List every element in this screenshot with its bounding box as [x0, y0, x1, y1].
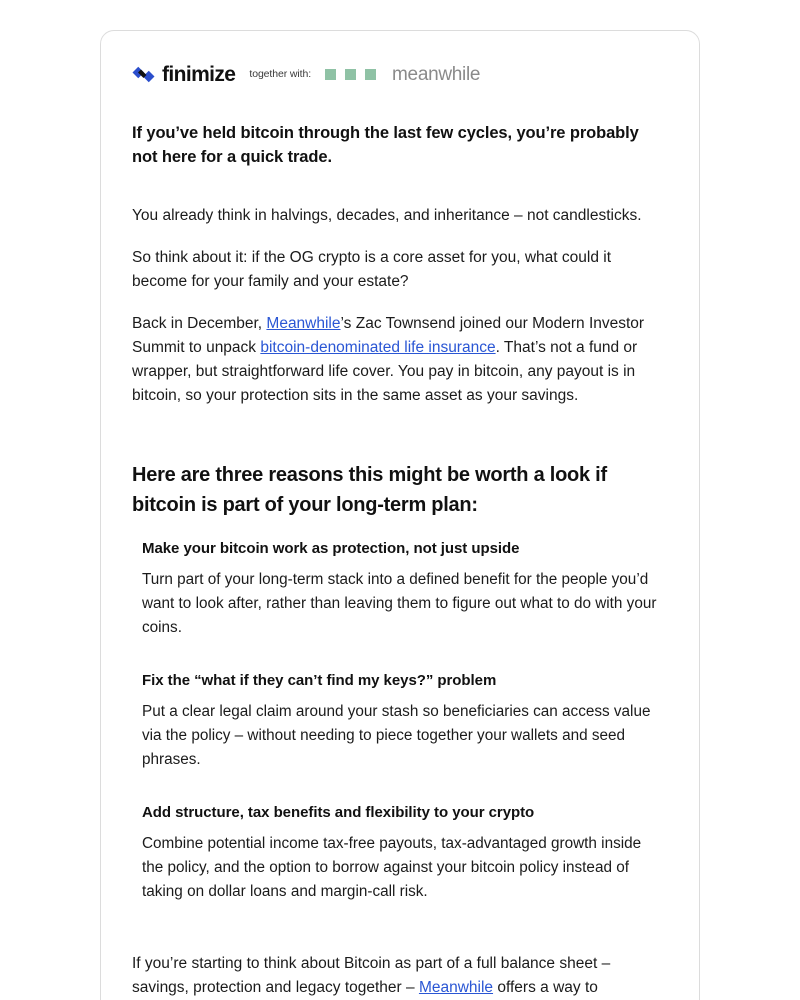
cobrand-header: [132, 59, 668, 89]
meanwhile-logo[interactable]: [325, 65, 480, 84]
together-with-label: together with:: [249, 68, 312, 80]
green-square-2: [345, 69, 356, 80]
meanwhile-link-1[interactable]: Meanwhile: [266, 314, 341, 332]
reason-title: Fix the “what if they can’t find my keys?” problem: [142, 671, 497, 689]
closing-text-1: If you’re starting to think about Bitcoin as part of a full balance sheet – savings, protection and legacy together –: [132, 954, 611, 996]
paragraph-1: You already think in halvings, decades, and inheritance – not candlesticks.: [132, 206, 642, 224]
paragraph-3: [132, 312, 668, 408]
reason-body: Turn part of your long-term stack into a defined benefit for the people you’d want to look after, rather than leaving them to figure out what to do with your coins.: [142, 570, 657, 636]
newsletter-card: [100, 30, 700, 1000]
reason-body: Put a clear legal claim around your stash so beneficiaries can access value via the policy – without needing to piece together your wallets and seed phrases.: [142, 702, 651, 768]
reason-title: Add structure, tax benefits and flexibility to your crypto: [142, 803, 535, 821]
finimize-logo[interactable]: [132, 64, 235, 85]
paragraph-3-text-1: Back in December,: [132, 314, 267, 332]
paragraph-2: So think about it: if the OG crypto is a core asset for you, what could it become for your family and your estate?: [132, 248, 612, 290]
list-item: [132, 670, 668, 772]
reason-body: Combine potential income tax-free payouts, tax-advantaged growth inside the policy, and the option to borrow against your bitcoin policy instead of taking on dollar loans and margin-call risk.: [142, 834, 642, 900]
reason-title: Make your bitcoin work as protection, not just upside: [142, 539, 520, 557]
paragraph-3-text-3: . That’s not a fund or wrapper, but straightforward life cover. You pay in bitcoin, any payout is in bitcoin, so your protection sits in the same asset as your savings.: [132, 338, 638, 404]
closing-text-2: offers a way to: [493, 978, 598, 996]
meanwhile-wordmark: meanwhile: [392, 63, 481, 85]
bitcoin-life-insurance-link[interactable]: bitcoin-denominated life insurance: [260, 338, 496, 356]
lede-heading: If you’ve held bitcoin through the last few cycles, you’re probably not here for a quick trade.: [132, 124, 639, 167]
list-item: [132, 802, 668, 904]
finimize-infinity-mark-icon: [132, 66, 155, 83]
closing-paragraph: [132, 952, 668, 1000]
section-heading: Here are three reasons this might be worth a look if bitcoin is part of your long-term plan:: [132, 463, 607, 516]
finimize-wordmark: finimize: [162, 62, 236, 86]
meanwhile-link-2[interactable]: Meanwhile: [418, 978, 494, 996]
green-square-1: [325, 69, 336, 80]
reasons-list: [132, 538, 668, 904]
three-green-squares-icon: [325, 69, 376, 80]
list-item: [132, 538, 668, 640]
paragraph-3-text-2: ’s Zac Townsend joined our Modern Investor Summit to unpack: [132, 314, 645, 356]
green-square-3: [365, 69, 376, 80]
